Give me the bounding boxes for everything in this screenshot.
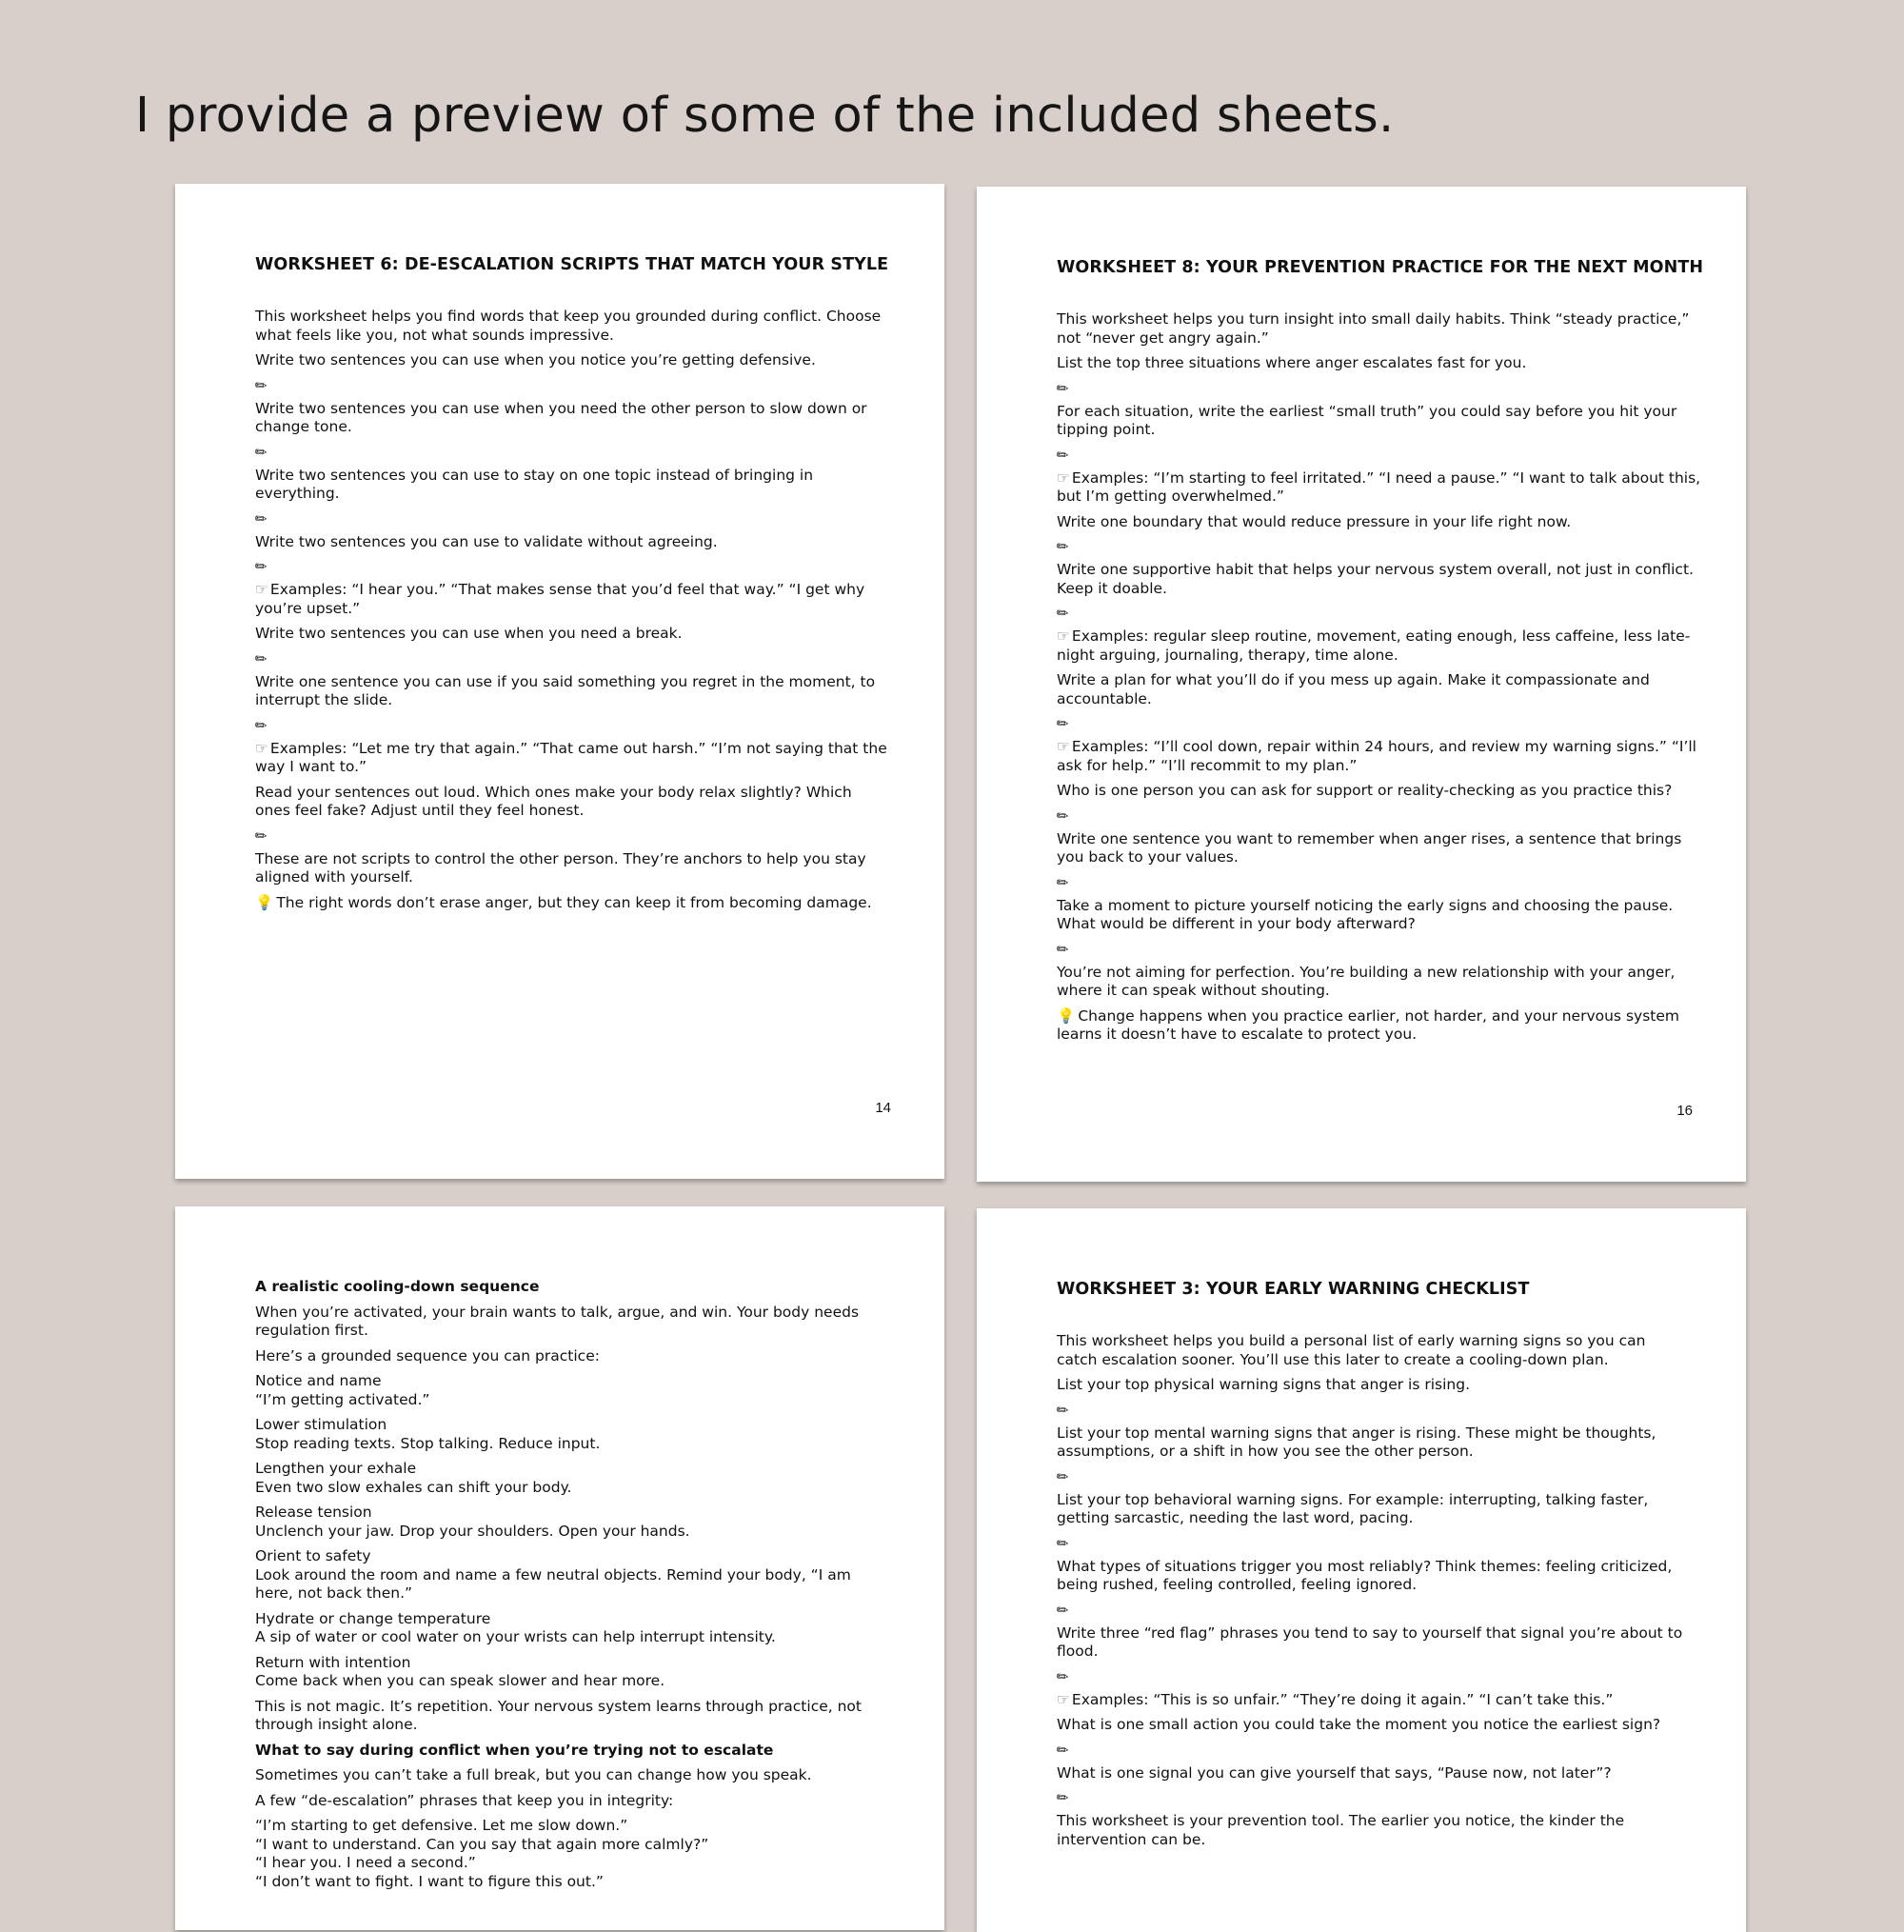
cooling-down-page (175, 1206, 944, 1930)
pencil-icon: ✎ (250, 374, 271, 396)
pencil-icon: ✎ (1052, 1532, 1073, 1554)
pointing-hand-icon: ☞ (1057, 627, 1070, 645)
prompt: Write three “red flag” phrases you tend to say to yourself that signal you’re about to flood. (1057, 1623, 1683, 1660)
worksheet-page-3 (977, 1208, 1746, 1932)
pencil-icon: ✎ (250, 508, 271, 529)
pencil-icon: ✎ (250, 556, 271, 577)
pencil-icon: ✎ (1052, 1665, 1073, 1687)
example-note: ☞ Examples: regular sleep routine, movement, eating enough, less caffeine, less late-night arguing, journaling, therapy, time alone. (1057, 627, 1691, 664)
sequence-step (255, 1547, 887, 1603)
worksheet-title: WORKSHEET 3: YOUR EARLY WARNING CHECKLIST (1057, 1280, 1530, 1299)
pencil-icon: ✎ (250, 825, 271, 846)
sequence-step (255, 1416, 887, 1453)
prompt: What is one small action you could take the moment you notice the earliest sign? (1057, 1716, 1661, 1733)
step-detail: Even two slow exhales can shift your body. (255, 1478, 572, 1496)
worksheet-title: WORKSHEET 6: DE-ESCALATION SCRIPTS THAT MATCH YOUR STYLE (255, 255, 889, 274)
step-detail: A sip of water or cool water on your wrists can help interrupt intensity. (255, 1628, 776, 1645)
pencil-icon: ✎ (250, 647, 271, 669)
pencil-icon: ✎ (1052, 1399, 1073, 1421)
prompt: For each situation, write the earliest “small truth” you could say before you hit your tipping point. (1057, 402, 1677, 438)
step-title: Notice and name (255, 1372, 382, 1389)
sequence-step (255, 1654, 887, 1691)
sequence-step (255, 1372, 887, 1409)
sequence-step (255, 1460, 887, 1497)
worksheet-page-14 (175, 184, 944, 1179)
phrase: “I hear you. I need a second.” (255, 1854, 476, 1871)
pencil-icon: ✎ (250, 714, 271, 736)
paragraph: When you’re activated, your brain wants to talk, argue, and win. Your body needs regulation first. (255, 1303, 860, 1339)
worksheet-title: WORKSHEET 8: YOUR PREVENTION PRACTICE FOR THE NEXT MONTH (1057, 258, 1704, 277)
pencil-icon: ✎ (1052, 377, 1073, 399)
step-title: Hydrate or change temperature (255, 1609, 491, 1627)
phrase: “I’m starting to get defensive. Let me slow down.” (255, 1817, 628, 1834)
prompt: Write two sentences you can use when you notice you’re getting defensive. (255, 351, 816, 368)
prompt: Write one sentence you want to remember when anger rises, a sentence that brings you back to your values. (1057, 829, 1682, 866)
phrase: “I want to understand. Can you say that again more calmly?” (255, 1835, 709, 1853)
pointing-hand-icon: ☞ (1057, 1690, 1070, 1708)
step-title: Lengthen your exhale (255, 1460, 417, 1477)
prompt: List your top mental warning signs that anger is rising. These might be thoughts, assumptions, or a shift in how you see the other person. (1057, 1424, 1656, 1460)
paragraph: Sometimes you can’t take a full break, but you can change how you speak. (255, 1766, 812, 1783)
prompt: Write one boundary that would reduce pressure in your life right now. (1057, 512, 1572, 530)
page-number: 16 (1676, 1103, 1693, 1119)
prompt: Write one supportive habit that helps your nervous system overall, not just in conflict. Keep it doable. (1057, 561, 1694, 597)
headline: I provide a preview of some of the included sheets. (135, 88, 1395, 144)
prompt: Write two sentences you can use when you need a break. (255, 625, 683, 642)
sequence-step (255, 1504, 887, 1541)
prompt: What is one signal you can give yourself that says, “Pause now, not later”? (1057, 1763, 1612, 1782)
phrase: “I don’t want to fight. I want to figure this out.” (255, 1872, 604, 1890)
pencil-icon: ✎ (1052, 1787, 1073, 1808)
pencil-icon: ✎ (1052, 713, 1073, 734)
pencil-icon: ✎ (1052, 871, 1073, 893)
pointing-hand-icon: ☞ (1057, 738, 1070, 755)
example-note: ☞ Examples: “Let me try that again.” “That came out harsh.” “I’m not saying that the way I want to.” (255, 739, 887, 775)
step-detail: “I’m getting activated.” (255, 1390, 430, 1408)
prompt: Read your sentences out loud. Which ones make your body relax slightly? Which ones feel fake? Adjust until they feel honest. (255, 783, 852, 819)
pointing-hand-icon: ☞ (1057, 468, 1070, 487)
tip-note: 💡 Change happens when you practice earlier, not harder, and your nervous system learns it doesn’t have to escalate to protect you. (1057, 1006, 1679, 1043)
closing-text: This worksheet is your prevention tool. The earlier you notice, the kinder the intervention can be. (1057, 1812, 1625, 1848)
example-note: ☞ Examples: “This is so unfair.” “They’re doing it again.” “I can’t take this.” (1057, 1690, 1614, 1708)
prompt: Write one sentence you can use if you said something you regret in the moment, to interrupt the slide. (255, 672, 876, 708)
tip-note: 💡 The right words don’t erase anger, but they can keep it from becoming damage. (255, 893, 872, 911)
pencil-icon: ✎ (1052, 805, 1073, 827)
closing-text: You’re not aiming for perfection. You’re building a new relationship with your anger, where it can speak without shouting. (1057, 963, 1676, 999)
pencil-icon: ✎ (1052, 1739, 1073, 1761)
closing-text: These are not scripts to control the other person. They’re anchors to help you stay aligned with yourself. (255, 849, 866, 886)
step-title: Release tension (255, 1504, 372, 1521)
worksheet-page-16 (977, 187, 1746, 1182)
step-detail: Unclench your jaw. Drop your shoulders. Open your hands. (255, 1522, 690, 1540)
page-number: 14 (875, 1100, 891, 1116)
pencil-icon: ✎ (1052, 444, 1073, 466)
example-note: ☞ Examples: “I hear you.” “That makes sense that you’d feel that way.” “I get why you’re upset.” (255, 581, 865, 617)
intro-text: This worksheet helps you build a personal list of early warning signs so you can catch escalation sooner. You’ll use this later to create a cooling-down plan. (1057, 1332, 1646, 1368)
pencil-icon: ✎ (1052, 938, 1073, 960)
prompt: Who is one person you can ask for support or reality-checking as you practice this? (1057, 782, 1673, 799)
prompt: Take a moment to picture yourself noticing the early signs and choosing the pause. What would be different in your body afterward? (1057, 896, 1674, 932)
pointing-hand-icon: ☞ (255, 581, 268, 598)
prompt: Write a plan for what you’ll do if you mess up again. Make it compassionate and accountable. (1057, 671, 1650, 707)
lightbulb-icon: 💡 (1057, 1006, 1076, 1025)
example-note: ☞ Examples: “I’ll cool down, repair within 24 hours, and review my warning signs.” “I’ll ask for help.” “I’ll recommit to my plan.” (1057, 738, 1696, 774)
step-title: Orient to safety (255, 1547, 371, 1564)
step-detail: Stop reading texts. Stop talking. Reduce input. (255, 1434, 601, 1452)
phrase-list (255, 1817, 887, 1891)
intro-text: This worksheet helps you turn insight into small daily habits. Think “steady practice,” not “never get angry again.” (1057, 310, 1690, 347)
example-note: ☞ Examples: “I’m starting to feel irritated.” “I need a pause.” “I want to talk about this, but I’m getting overwhelmed.” (1057, 468, 1701, 505)
prompt: Write two sentences you can use to stay on one topic instead of bringing in everything. (255, 466, 814, 502)
paragraph: Here’s a grounded sequence you can practice: (255, 1346, 600, 1364)
prompt: What types of situations trigger you most reliably? Think themes: feeling criticized, being rushed, feeling controlled, feeling ignored. (1057, 1557, 1673, 1593)
pencil-icon: ✎ (1052, 536, 1073, 557)
step-detail: Come back when you can speak slower and hear more. (255, 1672, 665, 1689)
sequence-step (255, 1610, 887, 1647)
pencil-icon: ✎ (1052, 1465, 1073, 1487)
step-title: Lower stimulation (255, 1416, 387, 1433)
pencil-icon: ✎ (1052, 603, 1073, 624)
paragraph: This is not magic. It’s repetition. Your nervous system learns through practice, not through insight alone. (255, 1697, 862, 1733)
section-heading: What to say during conflict when you’re trying not to escalate (255, 1741, 774, 1759)
pencil-icon: ✎ (250, 441, 271, 463)
pointing-hand-icon: ☞ (255, 739, 268, 757)
prompt: Write two sentences you can use when you need the other person to slow down or change tone. (255, 399, 867, 435)
prompt: List your top physical warning signs that anger is rising. (1057, 1376, 1470, 1393)
prompt: List the top three situations where anger escalates fast for you. (1057, 354, 1527, 371)
section-heading: A realistic cooling-down sequence (255, 1278, 540, 1295)
step-detail: Look around the room and name a few neutral objects. Remind your body, “I am here, not back then.” (255, 1565, 851, 1602)
step-title: Return with intention (255, 1653, 411, 1671)
pencil-icon: ✎ (1052, 1599, 1073, 1621)
lightbulb-icon: 💡 (255, 893, 274, 911)
prompt: List your top behavioral warning signs. For example: interrupting, talking faster, getting sarcastic, needing the last word, pacing. (1057, 1490, 1649, 1526)
prompt: Write two sentences you can use to validate without agreeing. (255, 532, 718, 550)
paragraph: A few “de-escalation” phrases that keep you in integrity: (255, 1791, 674, 1809)
intro-text: This worksheet helps you find words that keep you grounded during conflict. Choose what feels like you, not what sounds impressive. (255, 308, 882, 344)
